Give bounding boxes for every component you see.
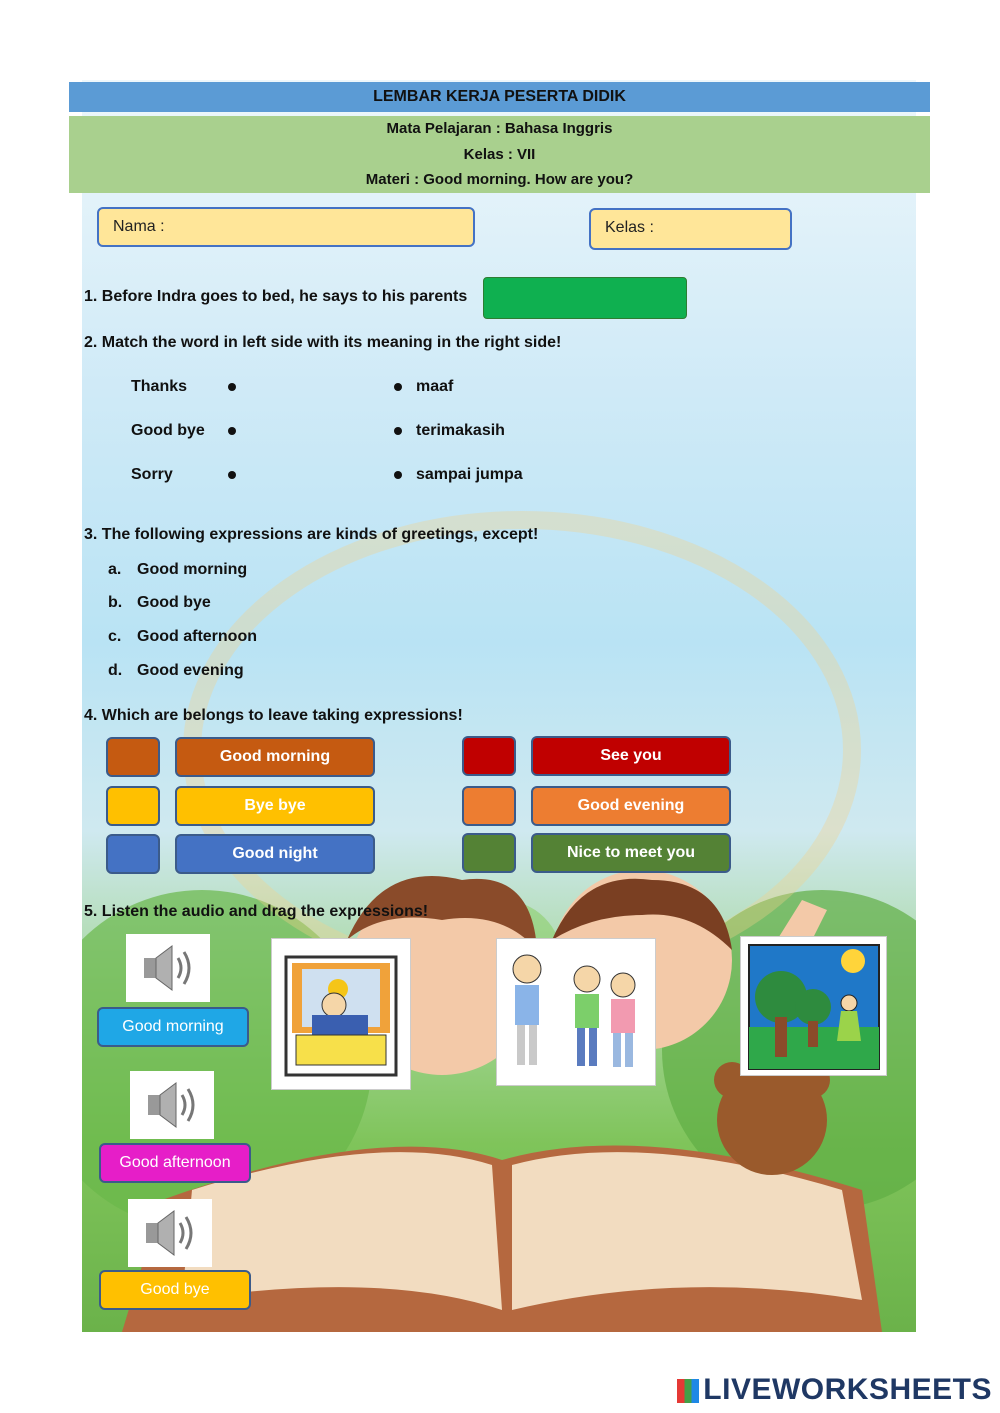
match-right-item: maaf — [416, 378, 454, 395]
match-right-dot[interactable] — [394, 471, 402, 479]
match-left-item: Sorry — [131, 466, 173, 483]
class-field[interactable]: Kelas : — [589, 208, 792, 250]
worksheet-title: LEMBAR KERJA PESERTA DIDIK — [69, 82, 930, 112]
liveworksheets-icon — [677, 1379, 699, 1403]
match-left-dot[interactable] — [228, 427, 236, 435]
q4-option: See you — [531, 736, 731, 776]
q4-checkbox[interactable] — [462, 736, 516, 776]
option-letter: a. — [108, 561, 122, 578]
option-letter: d. — [108, 662, 123, 679]
q1-answer-dropdown[interactable] — [483, 277, 687, 319]
drag-good-afternoon[interactable]: Good afternoon — [99, 1143, 251, 1183]
question-4: 4. Which are belongs to leave taking expressions! — [84, 707, 463, 724]
header-info — [69, 116, 930, 193]
match-right-item: sampai jumpa — [416, 466, 523, 483]
q3-option-d[interactable]: Good evening — [137, 662, 244, 679]
match-right-dot[interactable] — [394, 383, 402, 391]
q4-checkbox[interactable] — [106, 737, 160, 777]
speaker-icon[interactable] — [130, 1071, 214, 1139]
q4-option: Good night — [175, 834, 375, 874]
q4-option: Good morning — [175, 737, 375, 777]
match-left-dot[interactable] — [228, 471, 236, 479]
drag-good-morning[interactable]: Good morning — [97, 1007, 249, 1047]
q4-checkbox[interactable] — [106, 834, 160, 874]
subject-line: Mata Pelajaran : Bahasa Inggris — [386, 120, 613, 137]
match-left-item: Good bye — [131, 422, 205, 439]
name-field[interactable]: Nama : — [97, 207, 475, 247]
drag-good-bye[interactable]: Good bye — [99, 1270, 251, 1310]
speaker-icon[interactable] — [128, 1199, 212, 1267]
question-3: 3. The following expressions are kinds of greetings, except! — [84, 526, 539, 543]
q3-option-a[interactable]: Good morning — [137, 561, 248, 578]
q4-checkbox[interactable] — [462, 833, 516, 873]
q4-option: Bye bye — [175, 786, 375, 826]
q4-checkbox[interactable] — [462, 786, 516, 826]
question-2: 2. Match the word in left side with its meaning in the right side! — [84, 334, 562, 351]
liveworksheets-logo: LIVEWORKSHEETS — [677, 1373, 992, 1407]
option-letter: b. — [108, 594, 123, 611]
material-line: Materi : Good morning. How are you? — [365, 171, 634, 188]
q4-option: Nice to meet you — [531, 833, 731, 873]
match-right-dot[interactable] — [394, 427, 402, 435]
q3-option-c[interactable]: Good afternoon — [137, 628, 257, 645]
question-1: 1. Before Indra goes to bed, he says to his parents — [84, 288, 468, 305]
picture-children-waving[interactable] — [496, 938, 656, 1086]
class-line: Kelas : VII — [463, 145, 536, 163]
q3-option-b[interactable]: Good bye — [137, 594, 211, 611]
picture-girl-in-park[interactable] — [740, 936, 887, 1076]
q4-checkbox[interactable] — [106, 786, 160, 826]
match-right-item: terimakasih — [416, 422, 505, 439]
picture-boy-waking-up[interactable] — [271, 938, 411, 1090]
speaker-icon[interactable] — [126, 934, 210, 1002]
option-letter: c. — [108, 628, 122, 645]
question-5: 5. Listen the audio and drag the expressions! — [84, 903, 429, 920]
match-left-item: Thanks — [131, 378, 188, 395]
match-left-dot[interactable] — [228, 383, 236, 391]
q4-option: Good evening — [531, 786, 731, 826]
